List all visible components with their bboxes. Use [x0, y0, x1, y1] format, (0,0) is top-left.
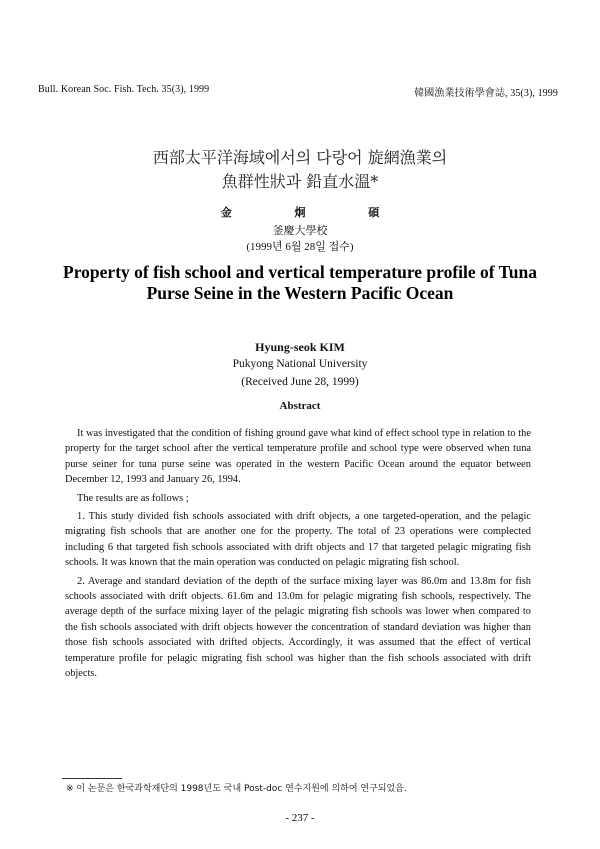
abstract-paragraph-intro: It was investigated that the condition of fishing ground gave what kind of effect school type in relation to the property for the target school after the vertical temperature profile and school type were observed when tuna purse seiner for tuna purse seine was operated in the western Pacific Ocean around the equator between December 12, 1993 and January 26, 1994.	[65, 428, 531, 486]
page-number: - 237 -	[285, 812, 315, 824]
footnote-divider	[62, 778, 122, 779]
abstract-body	[65, 426, 531, 682]
running-header	[38, 84, 558, 99]
english-affiliation: Pukyong National University	[232, 358, 368, 370]
abstract-paragraph-result-2: 2. Average and standard deviation of the depth of the surface mixing layer was 86.0m and 13.8m for fish schools associated with drift objects. 61.6m and 13.0m for pelagic migrating fish schools, respectively. The average depth of the surface mixing layer of the pelagic migrating fish schools was lower when compared to the fish schools associated with drift objects however the concentration of standard deviation was higher than those fish schools associated with drifted objects. Accordingly, it was assumed that the effect of vertical temperature profile for pelagic migrating fish school was higher than the fish schools associated with drift objects.	[65, 575, 531, 680]
korean-title-line2: 魚群性狀과 鉛直水溫*	[221, 172, 379, 191]
english-received-date: (Received June 28, 1999)	[241, 376, 359, 388]
abstract-paragraph-result-1: 1. This study divided fish schools associated with drift objects, a one targeted-operation, and the pelagic migrating fish schools that are another one for the property. The total of 23 operations were complected including 6 that targeted fish schools associated with drift objects and 17 that targeted pelagic migrating fish schools. It was known that the main operation was conducted on pelagic migrating fish school.	[65, 511, 531, 569]
journal-citation-en: Bull. Korean Soc. Fish. Tech. 35(3), 1999	[38, 84, 210, 95]
korean-title-line1: 西部太平洋海域에서의 다랑어 旋網漁業의	[152, 148, 448, 167]
korean-affiliation: 釜慶大學校	[272, 225, 328, 237]
english-title: Property of fish school and vertical temperature profile of Tuna Purse Seine in the Western Pacific Ocean	[63, 262, 537, 303]
english-author: Hyung-seok KIM	[255, 340, 345, 354]
journal-citation-kr: 韓國漁業技術學會誌, 35(3), 1999	[414, 88, 558, 99]
korean-author: 金 炯 碩	[220, 207, 410, 219]
abstract-heading: Abstract	[279, 400, 321, 412]
korean-title	[0, 146, 600, 194]
abstract-paragraph-results-lead: The results are as follows ;	[77, 492, 189, 504]
footnote: ※ 이 논문은 한국과학재단의 1998년도 국내 Post-doc 연수지원에 의하여 연구되었음.	[66, 784, 407, 794]
korean-received-date: (1999년 6월 28일 접수)	[246, 241, 354, 253]
